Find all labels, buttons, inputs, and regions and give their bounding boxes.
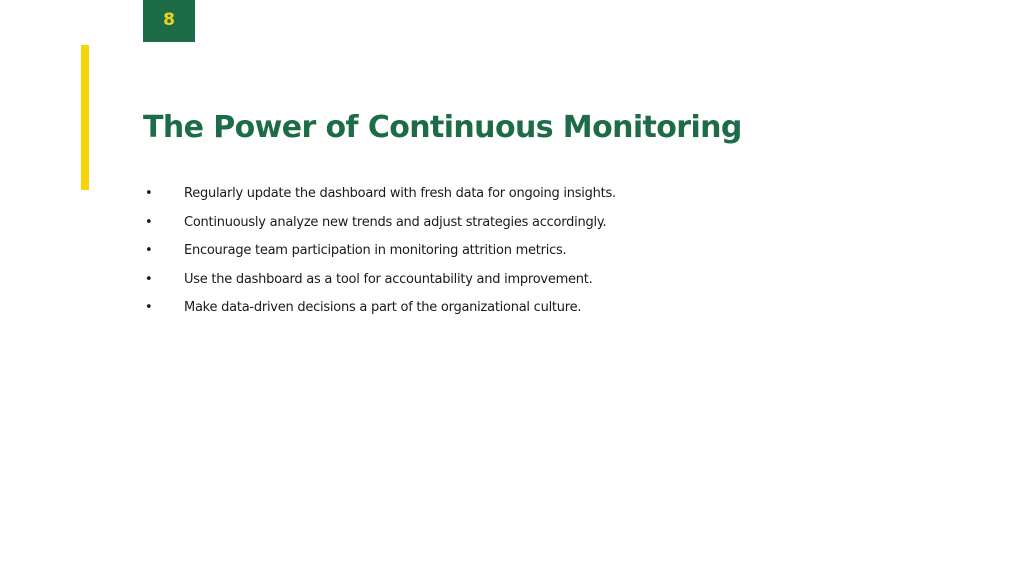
bullet-text: Encourage team participation in monitoring attrition metrics.	[184, 243, 567, 258]
bullet-text: Use the dashboard as a tool for accountability and improvement.	[184, 271, 593, 287]
slide-title: The Power of Continuous Monitoring	[143, 110, 742, 145]
bullet-dot-icon: •	[145, 243, 153, 258]
bullet-dot-icon: •	[145, 300, 153, 315]
bullet-dot-icon: •	[145, 214, 153, 230]
bullet-text: Continuously analyze new trends and adjust strategies accordingly.	[184, 214, 607, 230]
bullet-dot-icon: •	[145, 186, 153, 201]
page-number-badge: 8	[143, 0, 195, 42]
bullet-text: Make data-driven decisions a part of the organizational culture.	[184, 300, 582, 315]
bullet-text: Regularly update the dashboard with fresh data for ongoing insights.	[184, 186, 616, 201]
bullet-dot-icon: •	[145, 271, 153, 287]
accent-bar	[81, 45, 89, 190]
